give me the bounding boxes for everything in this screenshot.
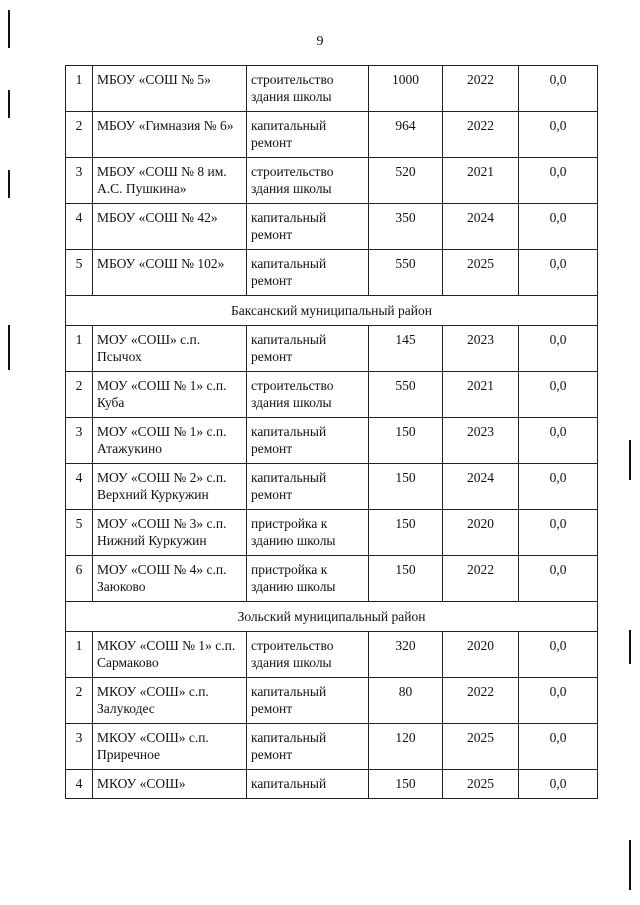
scan-mark-left-4 — [8, 325, 10, 370]
school-name-cell: МОУ «СОШ № 1» с.п. Куба — [93, 372, 247, 418]
work-type-cell: пристройка к зданию школы — [247, 556, 369, 602]
value-cell: 0,0 — [519, 204, 598, 250]
seats-cell: 150 — [369, 510, 443, 556]
seats-cell: 120 — [369, 724, 443, 770]
row-number-cell: 1 — [66, 632, 93, 678]
table-row — [66, 418, 598, 464]
value-cell: 0,0 — [519, 326, 598, 372]
table-row — [66, 204, 598, 250]
value-cell: 0,0 — [519, 112, 598, 158]
school-name-cell: МКОУ «СОШ № 1» с.п. Сармаково — [93, 632, 247, 678]
row-number-cell: 3 — [66, 724, 93, 770]
seats-cell: 150 — [369, 418, 443, 464]
seats-cell: 550 — [369, 250, 443, 296]
scan-mark-left-2 — [8, 90, 10, 118]
year-cell: 2023 — [443, 326, 519, 372]
value-cell: 0,0 — [519, 372, 598, 418]
seats-cell: 320 — [369, 632, 443, 678]
table-row — [66, 724, 598, 770]
table-row — [66, 372, 598, 418]
row-number-cell: 5 — [66, 250, 93, 296]
table-row — [66, 326, 598, 372]
value-cell: 0,0 — [519, 250, 598, 296]
seats-cell: 520 — [369, 158, 443, 204]
work-type-cell: капитальный ремонт — [247, 112, 369, 158]
scan-mark-right-3 — [629, 840, 631, 890]
page-number: 9 — [316, 34, 324, 49]
year-cell: 2020 — [443, 510, 519, 556]
seats-cell: 350 — [369, 204, 443, 250]
row-number-cell: 2 — [66, 372, 93, 418]
year-cell: 2022 — [443, 66, 519, 112]
seats-cell: 150 — [369, 770, 443, 799]
value-cell: 0,0 — [519, 770, 598, 799]
work-type-cell: строительство здания школы — [247, 158, 369, 204]
school-name-cell: МБОУ «СОШ № 5» — [93, 66, 247, 112]
table-row — [66, 112, 598, 158]
schools-table-body — [66, 66, 598, 799]
table-row — [66, 158, 598, 204]
seats-cell: 150 — [369, 556, 443, 602]
year-cell: 2024 — [443, 204, 519, 250]
table-row — [66, 510, 598, 556]
row-number-cell: 5 — [66, 510, 93, 556]
seats-cell: 1000 — [369, 66, 443, 112]
table-row — [66, 632, 598, 678]
value-cell: 0,0 — [519, 632, 598, 678]
year-cell: 2023 — [443, 418, 519, 464]
work-type-cell: капитальный ремонт — [247, 464, 369, 510]
school-name-cell: МБОУ «СОШ № 8 им. А.С. Пушкина» — [93, 158, 247, 204]
section-header-row — [66, 296, 598, 326]
section-title: Баксанский муниципальный район — [66, 296, 598, 326]
school-name-cell: МБОУ «СОШ № 102» — [93, 250, 247, 296]
year-cell: 2021 — [443, 372, 519, 418]
school-name-cell: МОУ «СОШ № 1» с.п. Атажукино — [93, 418, 247, 464]
school-name-cell: МОУ «СОШ № 3» с.п. Нижний Куркужин — [93, 510, 247, 556]
work-type-cell: капитальный ремонт — [247, 326, 369, 372]
year-cell: 2021 — [443, 158, 519, 204]
year-cell: 2025 — [443, 770, 519, 799]
school-name-cell: МОУ «СОШ» с.п. Псычох — [93, 326, 247, 372]
year-cell: 2025 — [443, 250, 519, 296]
scan-mark-right-2 — [629, 630, 631, 664]
section-title: Зольский муниципальный район — [66, 602, 598, 632]
seats-cell: 80 — [369, 678, 443, 724]
value-cell: 0,0 — [519, 158, 598, 204]
section-header-row — [66, 602, 598, 632]
schools-table — [65, 65, 598, 799]
work-type-cell: пристройка к зданию школы — [247, 510, 369, 556]
work-type-cell: капитальный ремонт — [247, 418, 369, 464]
row-number-cell: 4 — [66, 464, 93, 510]
seats-cell: 150 — [369, 464, 443, 510]
scan-mark-right-1 — [629, 440, 631, 480]
school-name-cell: МКОУ «СОШ» — [93, 770, 247, 799]
table-row — [66, 770, 598, 799]
year-cell: 2024 — [443, 464, 519, 510]
row-number-cell: 3 — [66, 418, 93, 464]
row-number-cell: 2 — [66, 678, 93, 724]
table-row — [66, 250, 598, 296]
year-cell: 2022 — [443, 112, 519, 158]
year-cell: 2022 — [443, 556, 519, 602]
work-type-cell: капитальный ремонт — [247, 204, 369, 250]
table-row — [66, 464, 598, 510]
row-number-cell: 2 — [66, 112, 93, 158]
value-cell: 0,0 — [519, 418, 598, 464]
value-cell: 0,0 — [519, 510, 598, 556]
work-type-cell: капитальный ремонт — [247, 250, 369, 296]
table-row — [66, 66, 598, 112]
work-type-cell: капитальный ремонт — [247, 678, 369, 724]
table-row — [66, 556, 598, 602]
year-cell: 2022 — [443, 678, 519, 724]
work-type-cell: строительство здания школы — [247, 372, 369, 418]
seats-cell: 145 — [369, 326, 443, 372]
year-cell: 2025 — [443, 724, 519, 770]
school-name-cell: МКОУ «СОШ» с.п. Залукодес — [93, 678, 247, 724]
value-cell: 0,0 — [519, 464, 598, 510]
row-number-cell: 1 — [66, 326, 93, 372]
work-type-cell: капитальный — [247, 770, 369, 799]
value-cell: 0,0 — [519, 724, 598, 770]
school-name-cell: МКОУ «СОШ» с.п. Приречное — [93, 724, 247, 770]
seats-cell: 964 — [369, 112, 443, 158]
row-number-cell: 6 — [66, 556, 93, 602]
row-number-cell: 1 — [66, 66, 93, 112]
value-cell: 0,0 — [519, 678, 598, 724]
row-number-cell: 3 — [66, 158, 93, 204]
school-name-cell: МБОУ «Гимназия № 6» — [93, 112, 247, 158]
school-name-cell: МОУ «СОШ № 2» с.п. Верхний Куркужин — [93, 464, 247, 510]
work-type-cell: капитальный ремонт — [247, 724, 369, 770]
row-number-cell: 4 — [66, 770, 93, 799]
year-cell: 2020 — [443, 632, 519, 678]
work-type-cell: строительство здания школы — [247, 632, 369, 678]
scan-mark-left-1 — [8, 10, 10, 48]
school-name-cell: МБОУ «СОШ № 42» — [93, 204, 247, 250]
value-cell: 0,0 — [519, 556, 598, 602]
scan-mark-left-3 — [8, 170, 10, 198]
table-row — [66, 678, 598, 724]
work-type-cell: строительство здания школы — [247, 66, 369, 112]
row-number-cell: 4 — [66, 204, 93, 250]
seats-cell: 550 — [369, 372, 443, 418]
value-cell: 0,0 — [519, 66, 598, 112]
school-name-cell: МОУ «СОШ № 4» с.п. Заюково — [93, 556, 247, 602]
